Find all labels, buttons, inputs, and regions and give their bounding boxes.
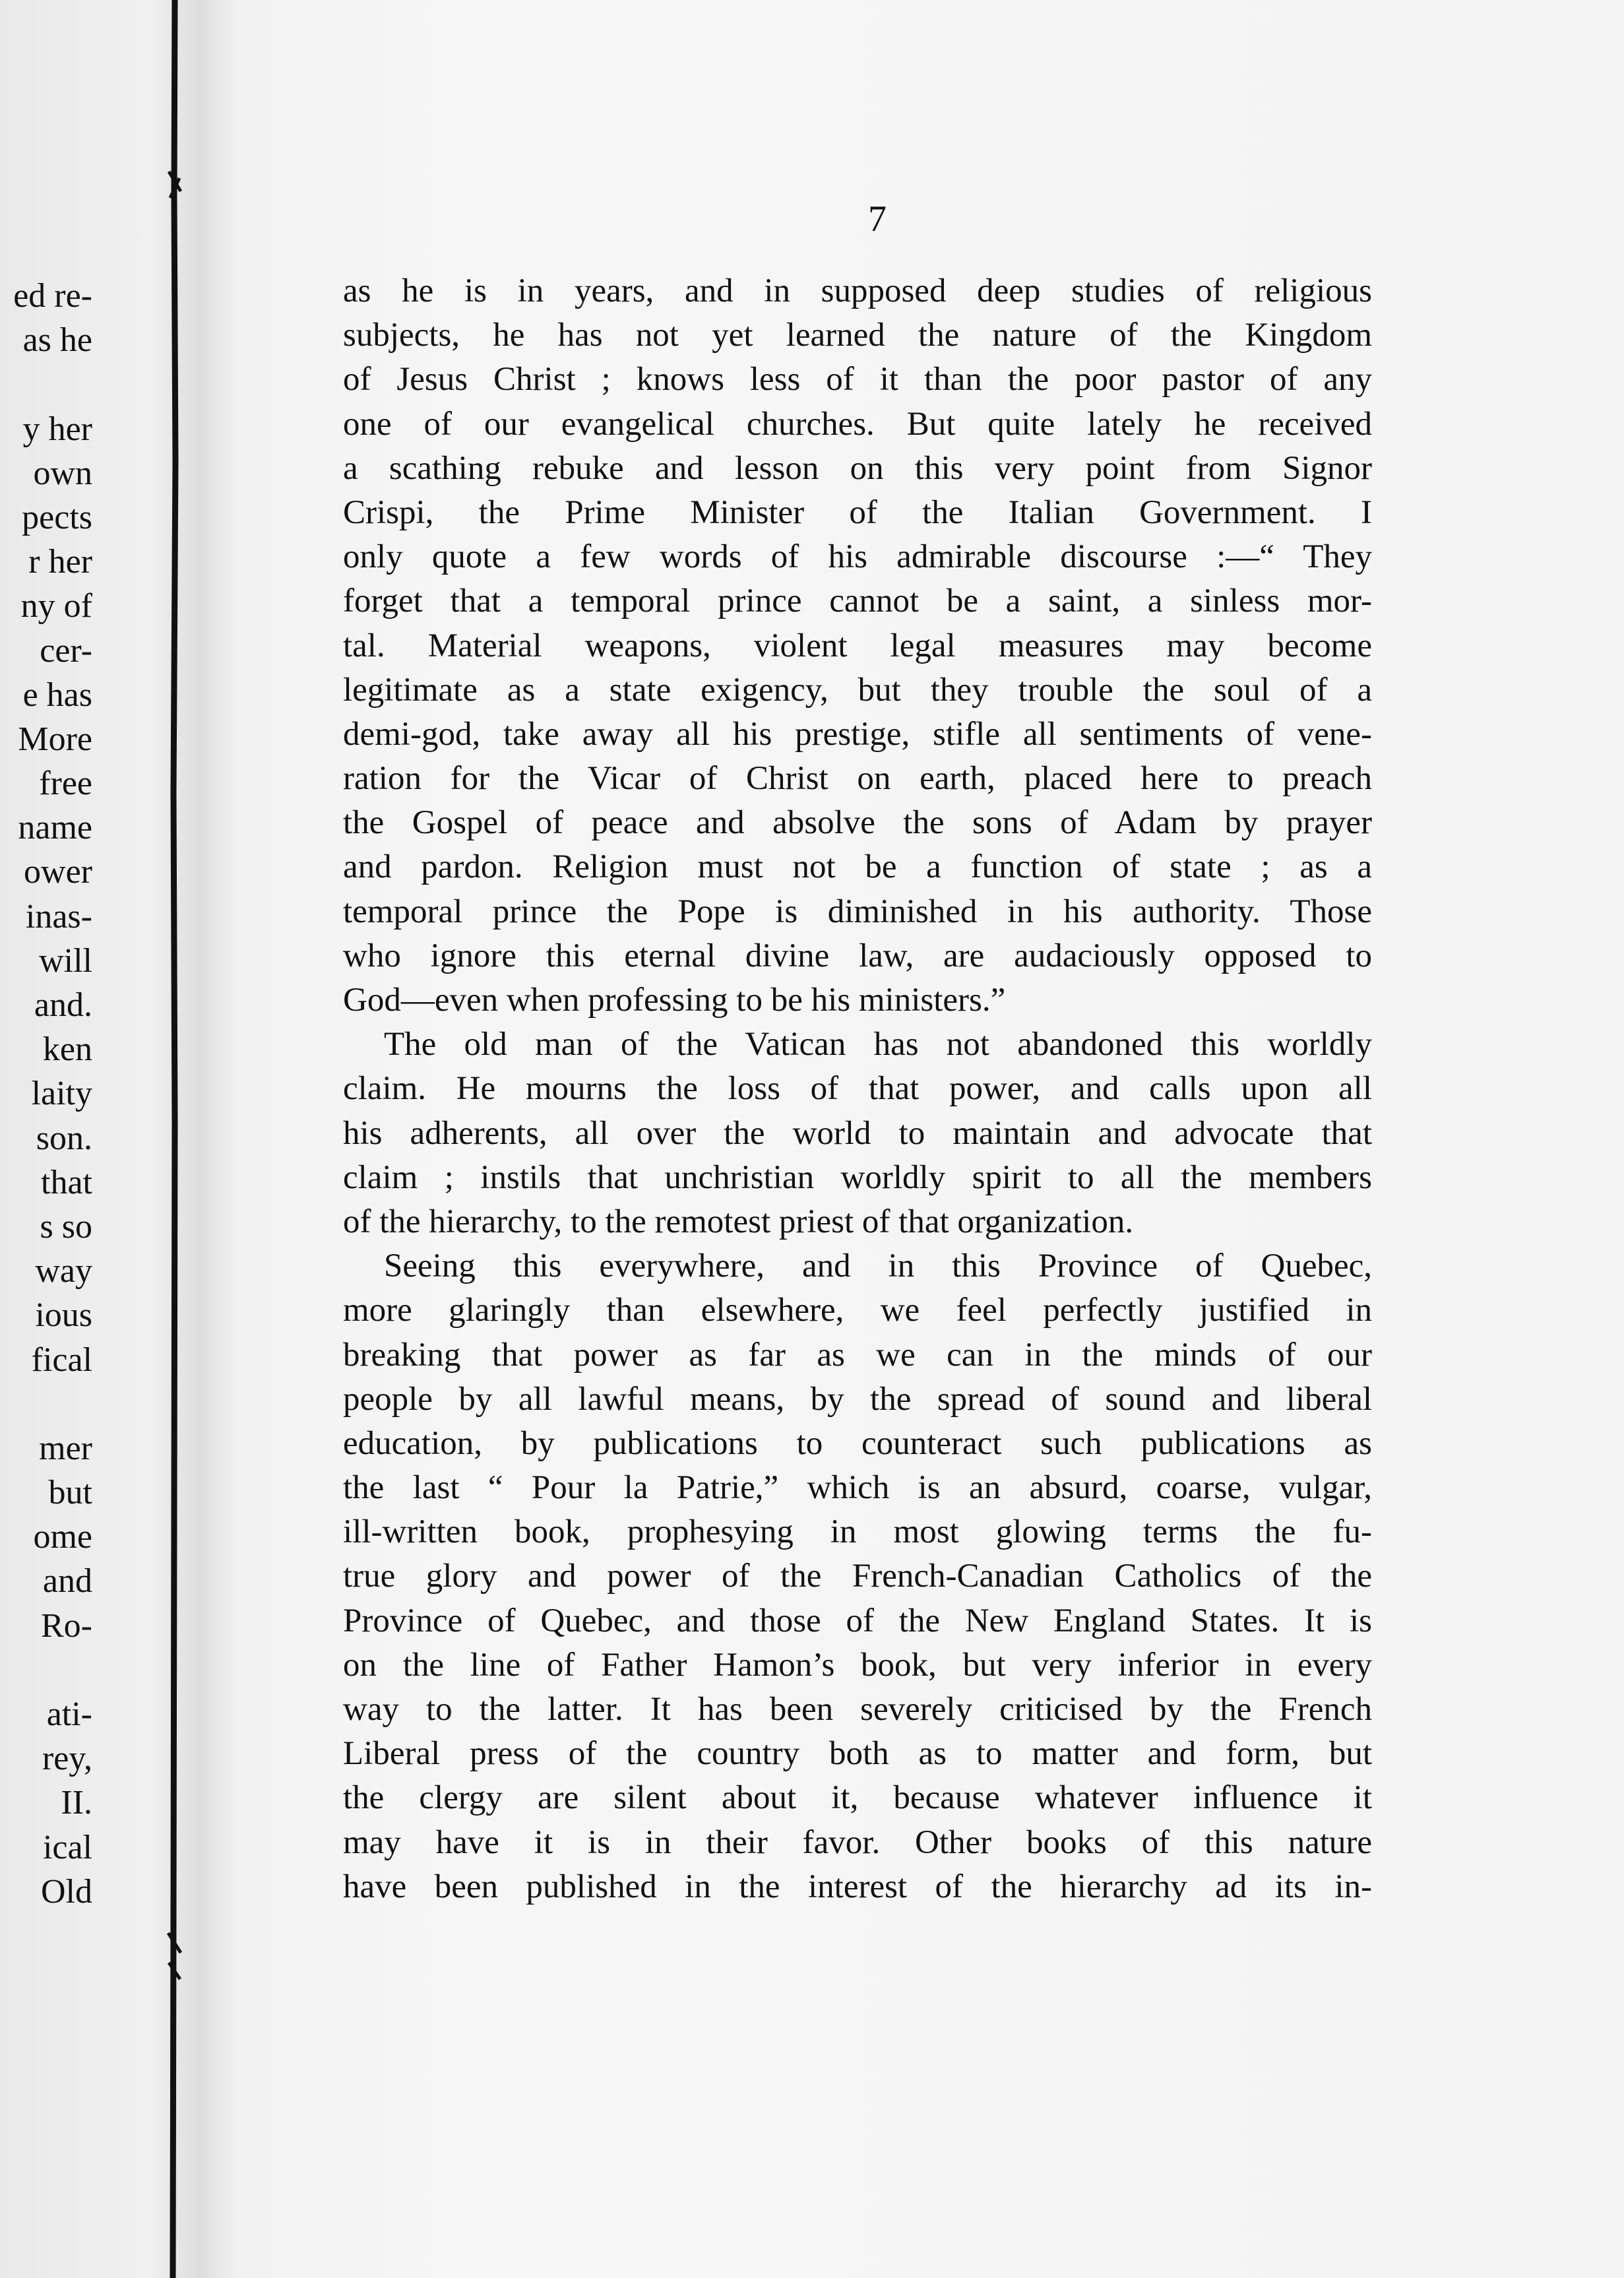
text-line: on the line of Father Hamon’s book, but very inferior in every xyxy=(343,1646,1372,1684)
text-line: the Gospel of peace and absolve the sons of Adam by prayer xyxy=(343,804,1372,842)
text-line: ration for the Vicar of Christ on earth, placed here to preach xyxy=(343,760,1372,798)
left-fragment-line: Ro- xyxy=(41,1606,92,1645)
left-fragment-line xyxy=(0,362,92,406)
text-line: breaking that power as far as we can in the minds of our xyxy=(343,1336,1372,1374)
text-line: his adherents, all over the world to maintain and advocate that xyxy=(343,1114,1372,1152)
left-fragment-line: ken xyxy=(42,1030,92,1069)
left-fragment-line: and xyxy=(42,1562,92,1600)
text-line: only quote a few words of his admirable discourse :—“ They xyxy=(343,538,1372,576)
text-line: of the hierarchy, to the remotest priest of that organization. xyxy=(343,1203,1134,1240)
text-line: legitimate as a state exigency, but they trouble the soul of a xyxy=(343,671,1372,709)
text-line: Seeing this everywhere, and in this Province of Quebec, xyxy=(384,1248,1372,1285)
text-line: the last “ Pour la Patrie,” which is an absurd, coarse, vulgar, xyxy=(343,1469,1372,1507)
left-fragment-line: ati- xyxy=(46,1695,92,1733)
text-line: God—even when professing to be his ministers.” xyxy=(343,982,1006,1019)
text-line: education, by publications to counteract such publications as xyxy=(343,1424,1372,1462)
left-fragment-line: II. xyxy=(61,1784,92,1822)
left-fragment-line: Old xyxy=(41,1872,92,1911)
text-line: true glory and power of the French-Canadian Catholics of the xyxy=(343,1558,1372,1595)
text-line: claim. He mourns the loss of that power, and calls upon all xyxy=(343,1070,1372,1108)
left-fragment-line: that xyxy=(41,1163,92,1201)
left-fragment-line xyxy=(0,1648,92,1692)
binding-thread-icon xyxy=(166,0,183,2278)
left-fragment-line: laity xyxy=(31,1075,92,1113)
left-fragment-line: cer- xyxy=(40,631,92,670)
text-line: demi-god, take away all his prestige, stifle all sentiments of vene- xyxy=(343,715,1372,753)
left-page-text-fragments xyxy=(0,274,92,1914)
text-line: a scathing rebuke and lesson on this very point from Signor xyxy=(343,449,1372,487)
text-line: people by all lawful means, by the spread of sound and liberal xyxy=(343,1380,1372,1418)
left-fragment-line: as he xyxy=(22,321,92,360)
text-line: and pardon. Religion must not be a function of state ; as a xyxy=(343,848,1372,886)
left-fragment-line: name xyxy=(18,809,92,847)
text-line: who ignore this eternal divine law, are audaciously opposed to xyxy=(343,937,1372,974)
left-fragment-line: e has xyxy=(22,676,92,714)
text-line: ill-written book, prophesying in most glowing terms the fu- xyxy=(343,1513,1372,1551)
text-line: temporal prince the Pope is diminished in his authority. Those xyxy=(343,893,1372,930)
left-fragment-line: will xyxy=(39,941,92,980)
left-fragment-line: mer xyxy=(39,1429,92,1467)
left-fragment-line: but xyxy=(48,1474,92,1512)
left-fragment-line: ome xyxy=(33,1518,92,1556)
left-fragment-line: r her xyxy=(28,543,92,581)
left-fragment-line: way xyxy=(35,1252,92,1290)
left-fragment-line: ical xyxy=(42,1828,92,1866)
left-fragment-line: ious xyxy=(35,1296,92,1335)
page-number: 7 xyxy=(868,199,887,239)
text-line: may have it is in their favor. Other books of this nature xyxy=(343,1823,1372,1861)
left-fragment-line xyxy=(0,1382,92,1426)
text-line: have been published in the interest of the hierarchy ad its in- xyxy=(343,1868,1372,1905)
text-line: subjects, he has not yet learned the nature of the Kingdom xyxy=(343,317,1372,354)
left-fragment-line: y her xyxy=(22,410,92,448)
left-fragment-line: s so xyxy=(40,1207,92,1246)
text-line: The old man of the Vatican has not abandoned this worldly xyxy=(384,1026,1372,1063)
left-fragment-line: own xyxy=(33,454,92,492)
text-line: Crispi, the Prime Minister of the Italian Government. I xyxy=(343,493,1372,531)
text-line: one of our evangelical churches. But quite lately he received xyxy=(343,405,1372,443)
text-line: as he is in years, and in supposed deep studies of religious xyxy=(343,272,1372,309)
text-line: way to the latter. It has been severely criticised by the French xyxy=(343,1691,1372,1728)
left-fragment-line: free xyxy=(39,765,92,803)
left-fragment-line: ed re- xyxy=(13,277,92,315)
text-line: more glaringly than elsewhere, we feel perfectly justified in xyxy=(343,1292,1372,1329)
text-line: claim ; instils that unchristian worldly spirit to all the members xyxy=(343,1158,1372,1196)
text-line: Province of Quebec, and those of the New England States. It is xyxy=(343,1602,1372,1639)
left-fragment-line: ower xyxy=(24,853,92,891)
left-fragment-line: ny of xyxy=(20,587,92,625)
left-fragment-line: and. xyxy=(34,986,92,1024)
page-body-text xyxy=(343,269,1372,1909)
text-line: Liberal press of the country both as to matter and form, but xyxy=(343,1735,1372,1773)
left-fragment-line: son. xyxy=(36,1119,92,1157)
left-fragment-line: More xyxy=(18,720,92,758)
left-fragment-line: fical xyxy=(31,1341,92,1379)
left-fragment-line: rey, xyxy=(42,1740,92,1778)
text-line: forget that a temporal prince cannot be a saint, a sinless mor- xyxy=(343,583,1372,620)
left-fragment-line: inas- xyxy=(25,897,92,935)
left-fragment-line: pects xyxy=(22,498,92,536)
text-line: of Jesus Christ ; knows less of it than the poor pastor of any xyxy=(343,361,1372,398)
text-line: tal. Material weapons, violent legal measures may become xyxy=(343,627,1372,664)
text-line: the clergy are silent about it, because whatever influence it xyxy=(343,1779,1372,1817)
